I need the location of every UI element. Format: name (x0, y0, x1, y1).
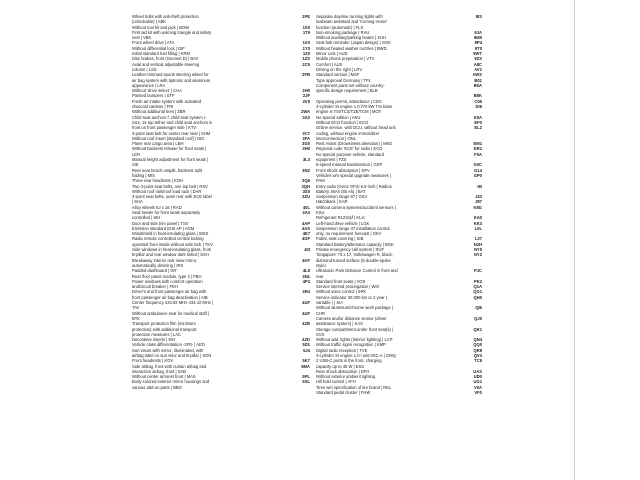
equipment-code: 2C5 (302, 61, 310, 67)
equipment-entry (316, 83, 482, 94)
equipment-description: Without add. lights (Interior lighting) | LCP (316, 337, 393, 343)
equipment-description: Operating permit, attendance | CDC (316, 98, 382, 104)
equipment-code: EL2 (474, 125, 482, 131)
equipment-description: Seat heater for front seats separately controlled | SIH (132, 209, 201, 221)
equipment-entry (316, 390, 482, 395)
equipment-code: 5MA (301, 363, 310, 369)
equipment-code: 4R4 (302, 289, 310, 295)
equipment-code: ER1 (473, 146, 482, 152)
equipment-code: NY0 (473, 247, 482, 253)
equipment-description: Axial and vertical adjustable steering column | LSS (132, 61, 200, 72)
equipment-entry (316, 358, 482, 369)
equipment-description: Rear floor panel module, type 3 | FBH (132, 273, 202, 279)
equipment-code: V0A (473, 384, 482, 390)
equipment-code: NY2 (473, 252, 482, 258)
equipment-code: 2FB (302, 72, 310, 78)
equipment-entry (132, 247, 310, 258)
equipment-description: Suspension range 87 | GKV (316, 194, 368, 200)
equipment-entry (132, 146, 310, 157)
equipment-code: KK3 (473, 220, 482, 226)
equipment-code: QI6 (475, 305, 482, 311)
equipment-description: Suspension range 37 installation control only, no requirement forecast | GKV (316, 225, 390, 237)
equipment-description: 3-cylinder SI engine 1.0 l unit 0SC-A | GMQ (316, 353, 396, 358)
equipment-code: 8IS (475, 14, 482, 19)
equipment-description: Without heated washer nozzles | BWD (316, 45, 387, 51)
equipment-code: 5K7 (302, 358, 310, 364)
equipment-description: Without voice control | SPK (316, 289, 367, 295)
equipment-description: Manual height adjustment for front seats | SIE (132, 157, 209, 168)
equipment-description: Standard front seats | VOS (316, 278, 366, 284)
equipment-description: Service interval prolongation | WIV (316, 284, 380, 290)
equipment-description: Private emergency call system | RUF (316, 247, 385, 253)
equipment-description: Digital radio reception | TVE (316, 347, 368, 353)
equipment-description: No special edition | AKU (316, 114, 361, 120)
equipment-description: Without tool kit and jack | BOW (132, 24, 189, 30)
equipment-description: Fresh air intake system with activated charcoal canister | FRI (132, 98, 202, 110)
equipment-code: 3C7 (302, 130, 310, 136)
equipment-entry (132, 99, 310, 110)
equipment-code: PJC (473, 268, 482, 274)
equipment-entry (316, 184, 482, 195)
equipment-description: Decorative inserts | EIH (132, 337, 176, 343)
equipment-code: 1T9 (302, 29, 310, 35)
equipment-entry (132, 62, 310, 73)
equipment-code: QJ0 (474, 315, 482, 321)
equipment-code: QR8 (473, 347, 482, 353)
equipment-entry (132, 157, 310, 168)
equipment-code: L0L (474, 225, 482, 231)
equipment-code: C05 (474, 98, 482, 104)
equipment-description: Type approval Germany | TPL (316, 77, 372, 83)
equipment-description: Rear seat bench unsplit, backrest split folding | MIS (132, 167, 202, 178)
equipment-code: 3L3 (302, 157, 310, 163)
equipment-description: Service indicator 30,000 km or 2 year ( variable ) | SIA (316, 294, 388, 306)
equipment-code: QQ0 (473, 342, 482, 348)
equipment-code: 3Q6 (302, 178, 310, 184)
equipment-code: F0A (474, 151, 482, 157)
equipment-code: 4P2 (302, 278, 310, 284)
equipment-description: Front headrests | KOV (132, 358, 174, 364)
equipment-description: Door and side trim panel | TSV (132, 220, 189, 226)
equipment-description: Ultrasonic Park Distance Control in front and rear (316, 268, 398, 279)
equipment-code: 4GF (301, 236, 310, 242)
equipment-code: L37 (474, 236, 482, 242)
equipment-code: 4AP (301, 220, 310, 226)
equipment-description: Mirror Link | AUD (316, 51, 348, 57)
equipment-code: 9T0 (474, 45, 482, 51)
equipment-entry (316, 305, 482, 316)
equipment-description: Tires w/o specification of tire brand | REL (316, 384, 392, 390)
equipment-code: 1S0 (302, 24, 310, 30)
equipment-description: Comfort | AUS (316, 61, 343, 67)
equipment-description: 3-cylinder SI engine 1.0 l/70 kW TSI base engine is TSI/TCS/TZE/TCM | MOT (316, 104, 393, 115)
equipment-entry (132, 300, 310, 311)
equipment-description: Without roof insert (standard roof) | DEI (132, 135, 205, 141)
equipment-entry (316, 252, 482, 268)
equipment-code: VF0 (474, 390, 482, 396)
equipment-code: 3QH (301, 183, 310, 189)
equipment-code: 5D1 (302, 342, 310, 348)
equipment-description: Entry radio (Gen2 GP2) 6.5-inch | Radios Battery 36Ah (60 Ah) | BAT (316, 183, 392, 194)
equipment-code: 3ZU (302, 194, 310, 200)
equipment-code: 4KF (302, 257, 310, 263)
equipment-entry (316, 205, 482, 216)
equipment-description: Power windows with comfort operation and/circuit breaker | FEH (132, 278, 203, 290)
equipment-description: Without exterior ambient lighting (316, 374, 376, 380)
equipment-entry (132, 364, 310, 375)
equipment-code: QV3 (473, 353, 482, 358)
equipment-code: KA0 (473, 215, 482, 221)
equipment-entry (316, 316, 482, 327)
equipment-description: Hill hold control | AFH (316, 379, 356, 385)
equipment-entry (316, 125, 482, 141)
equipment-description: Without 'drive select' | CHA (132, 88, 182, 94)
equipment-description: Child seat anchors f. child seat system i- Size, 2x top tether and child seat anchors in front on front passenger side | KTV (132, 114, 213, 131)
equipment-code: 4E7 (302, 231, 310, 237)
equipment-description: Separate daytime running lights with lowbeam assistant and 'Coming Home' function (automatic) | FLS (316, 14, 388, 30)
equipment-code: 4AS (301, 225, 310, 231)
equipment-description: Breakaway interior rear view mirror, automatically dimming | IRS (132, 257, 198, 268)
equipment-code: G0C (473, 162, 482, 168)
equipment-code: QK1 (473, 326, 482, 332)
equipment-description: Center frequency 433.92 MHz-434.42 MHz | TAV (132, 300, 214, 311)
equipment-code: I8I (477, 183, 482, 189)
equipment-code: J87 (475, 199, 482, 205)
equipment-code: 5J4 (303, 347, 310, 353)
equipment-code: K8G (473, 204, 482, 210)
equipment-description: Seat belt reminder (Japan design) | GGK (316, 40, 391, 46)
equipment-code: A8C (473, 61, 482, 67)
equipment-code: 4L6 (302, 268, 310, 274)
equipment-description: Without ambulance seat for medical staff | BTK (132, 310, 209, 321)
equipment-description: Front shock absorption | DFV (316, 167, 370, 173)
equipment-entry (132, 348, 310, 359)
equipment-code: UD0 (473, 374, 482, 380)
equipment-code: 4A3 (302, 209, 310, 215)
equipment-description: Vehicle class differentiation -2P0- | AED (132, 342, 205, 348)
equipment-description: Driving on the right | LRV (316, 66, 363, 72)
equipment-description: Standard version | MSF (316, 72, 360, 78)
equipment-code: 4ZD (302, 337, 310, 343)
equipment-entry (132, 210, 310, 221)
equipment-entry (132, 321, 310, 337)
equipment-description: Standard pedal cluster | FHW (316, 390, 371, 396)
equipment-description: 2 USB-C ports in the front, charging capacity up to 45 W | ESS (316, 358, 382, 369)
equipment-code: UAS (473, 368, 482, 374)
equipment-code: 3H0 (302, 146, 310, 152)
equipment-description: Alloy wheels 6J x 16 | RAD (132, 204, 182, 210)
equipment-entry (316, 14, 482, 30)
equipment-code: 4ZB (302, 321, 310, 327)
equipment-code: Q1A (473, 284, 482, 290)
equipment-description: Left-hand drive vehicle | LGK (316, 220, 370, 226)
equipment-description: Side airbag, front with curtain airbag and interaction airbag, front | SAB (132, 363, 207, 374)
equipment-description: Without differential lock | DIF (132, 45, 185, 51)
equipment-description: Plane rear cargo area | LBH (132, 141, 184, 147)
equipment-description: Three rear headrests | KOH (132, 178, 184, 184)
equipment-code: 9ZX (474, 56, 482, 62)
equipment-code: QH0 (473, 294, 482, 300)
equipment-entry (132, 115, 310, 131)
equipment-code: B01 (474, 77, 482, 83)
equipment-entry (316, 295, 482, 306)
equipment-description: Without camera systems/accident sensors | KSU (316, 204, 396, 215)
equipment-description: Without backrest release for front seats | LER (132, 146, 207, 157)
equipment-description: Refrigerant R1234yf | KLH (316, 215, 365, 221)
equipment-entry (132, 258, 310, 269)
equipment-code: 9JA (474, 29, 482, 35)
equipment-code: 4UF (302, 310, 310, 316)
equipment-description: Hatchback | KAR (316, 199, 348, 205)
equipment-code: 9P4 (474, 40, 482, 46)
equipment-code: 3A2 (302, 114, 310, 120)
equipment-code: 2JF (302, 93, 310, 99)
equipment-code: QG1 (473, 289, 482, 295)
equipment-code: AWS (472, 72, 482, 78)
equipment-code: QN4 (473, 337, 482, 343)
equipment-code: 3G0 (302, 141, 310, 147)
equipment-code: 2H0 (302, 88, 310, 94)
equipment-description: Fabric seat covering | SIB (316, 236, 364, 242)
equipment-entry (132, 379, 310, 390)
equipment-code: 1X0 (302, 40, 310, 46)
equipment-description: Windshield in heat-insulating glass | WSS (132, 231, 209, 237)
equipment-code: PK2 (473, 278, 482, 284)
page-edge-divider (574, 0, 575, 480)
equipment-code: B5K (473, 93, 482, 99)
equipment-code: 1Z0 (302, 51, 310, 57)
equipment-code: TC5 (474, 358, 482, 364)
equipment-description: Front wheel drive | ATA (132, 40, 175, 46)
equipment-description: Without roof rails/roof load rack | DAR (132, 188, 202, 194)
equipment-description: Sun visors with mirror, illuminated, with airbag label on sun visor and B-pillar | SON (132, 347, 212, 358)
equipment-description: Online service, with DCU, without head unit coding, without engine immobilizer interconnection | ONL (316, 125, 396, 141)
equipment-description: Rest Assist (Drowsiness detection) | MKE (316, 141, 393, 147)
equipment-description: Two 3-point seat belts, one lap belt | RSV (132, 183, 208, 189)
equipment-description: 5-speed manual transmission | GSP (316, 162, 383, 168)
equipment-description: Regional code 'ECE' for radio | ECO (316, 146, 383, 152)
equipment-description: 3-point seat belt for center rear seat | SHM (132, 130, 211, 136)
equipment-code: GP0 (473, 172, 482, 178)
equipment-description: Transport protection film (minimum protection) with additional transport protection measures | LAC (132, 321, 197, 337)
equipment-entry (132, 311, 310, 322)
equipment-description: Storage compartment under front seat(s) | SVS (316, 326, 394, 337)
equipment-description: First aid kit with warning triangle and safety vest | VBK (132, 29, 212, 41)
equipment-entry (316, 226, 482, 237)
equipment-code: 3FA (302, 135, 310, 141)
equipment-code: EF0 (474, 119, 482, 125)
equipment-description: Leather-trimmed sports steering wheel for air bag system with tiptronic and aluminum appearance | LRA (132, 72, 211, 88)
equipment-description: 3-point seat belts, outer rear with ECE label | SHA (132, 194, 212, 205)
equipment-entry (132, 168, 310, 179)
equipment-code: 4UF (302, 300, 310, 306)
equipment-description: Vehicles w/o special upgrade measures | PAM (316, 172, 391, 184)
equipment-description: Body-colored exterior mirror housings and various add-on parts | BBO (132, 379, 210, 390)
equipment-code: 3NZ (302, 167, 310, 173)
equipment-description: No special purpose vehicle, standard equipment | FZS (316, 151, 384, 163)
equipment-code: 1ZS (302, 56, 310, 62)
equipment-description: Disc brakes, front (Geomet D) | BAV (132, 56, 199, 62)
equipment-code: E0A (473, 114, 482, 120)
equipment-code: UG1 (473, 379, 482, 385)
equipment-description: Component parts set without country- specific design requirement | BLB (316, 82, 385, 94)
equipment-entry (316, 327, 482, 338)
equipment-description: Without traffic signs recognition | KMP (316, 342, 386, 348)
equipment-code: G14 (474, 167, 482, 173)
equipment-entry (316, 152, 482, 163)
equipment-list-right (316, 14, 482, 395)
equipment-entry (316, 104, 482, 115)
equipment-code: 3S0 (302, 188, 310, 194)
equipment-code: 1Y0 (302, 45, 310, 51)
equipment-code: 9M0 (473, 35, 482, 41)
equipment-description: Without ECO function | ECO (316, 119, 369, 125)
equipment-code: 40L (302, 204, 310, 210)
equipment-code: AV1 (474, 66, 482, 72)
equipment-description: Camera and/or distance sensor (driver assistance system) | KAS (316, 315, 387, 327)
equipment-entry (132, 236, 310, 247)
equipment-code: 5SL (302, 379, 310, 385)
equipment-code: 2WA (301, 109, 310, 115)
equipment-description: Side windows in heat-insulating glass, from B-pillar and rear window dark tinted | SSH (132, 247, 212, 258)
equipment-description: Without additional tires | ZBR (132, 109, 186, 115)
equipment-code: B0A (473, 82, 482, 88)
equipment-entry (132, 14, 310, 25)
equipment-code: J43 (475, 194, 482, 200)
equipment-list-left (132, 14, 310, 390)
equipment-description: Painted bumpers | STF (132, 93, 175, 99)
equipment-code: 2V5 (302, 98, 310, 104)
equipment-description: Emission standard EU6 AP | AGM (132, 225, 195, 231)
equipment-code: 1PE (302, 14, 310, 19)
equipment-entry (316, 268, 482, 279)
equipment-entry (132, 72, 310, 88)
equipment-description: Standard battery/alternator capacity | BGK (316, 241, 394, 247)
equipment-description: 'Singapore' 73 x 17, Volkswagen R, black, diamond-turned surface (5-double-spoke style) (316, 252, 393, 268)
equipment-code-sheet (132, 14, 482, 474)
equipment-description: Initial standard fuel filling | KRM (132, 51, 190, 57)
equipment-code: 9WT (473, 51, 482, 57)
equipment-description: Non-smoking package | RAU (316, 29, 370, 35)
equipment-description: Without center armrest front | MAS (132, 374, 196, 380)
equipment-entry (316, 173, 482, 184)
equipment-description: Mobile phone preparation | VTV (316, 56, 375, 62)
equipment-entry (132, 289, 310, 300)
equipment-description: Without aluminum/chrome work package | CHR (316, 305, 394, 316)
equipment-description: Driver's and front passenger air bag with front passenger air bag deactivation | AIB (132, 289, 208, 300)
equipment-code: 4N1 (302, 273, 310, 279)
equipment-description: Without auxiliary/parking heater | ZUH (316, 35, 386, 41)
equipment-entry (132, 194, 310, 205)
equipment-description: Rear shock absorption | DFH (316, 368, 370, 374)
equipment-code: 4I3 (304, 247, 310, 253)
equipment-entry (132, 30, 310, 41)
equipment-description: Wheel bolts with anti-theft protection (unlockable) | ABK (132, 14, 199, 25)
equipment-code: N2H (473, 241, 482, 247)
equipment-description: Radio remote controlled central locking operated from inside without safe lock | TKV (132, 236, 213, 247)
equipment-code: DI6 (475, 104, 482, 110)
equipment-code: 5PL (302, 374, 310, 380)
equipment-description: Padded dashboard | INT (132, 268, 178, 274)
equipment-code: EM1 (473, 141, 482, 147)
equipment-entry (132, 279, 310, 290)
